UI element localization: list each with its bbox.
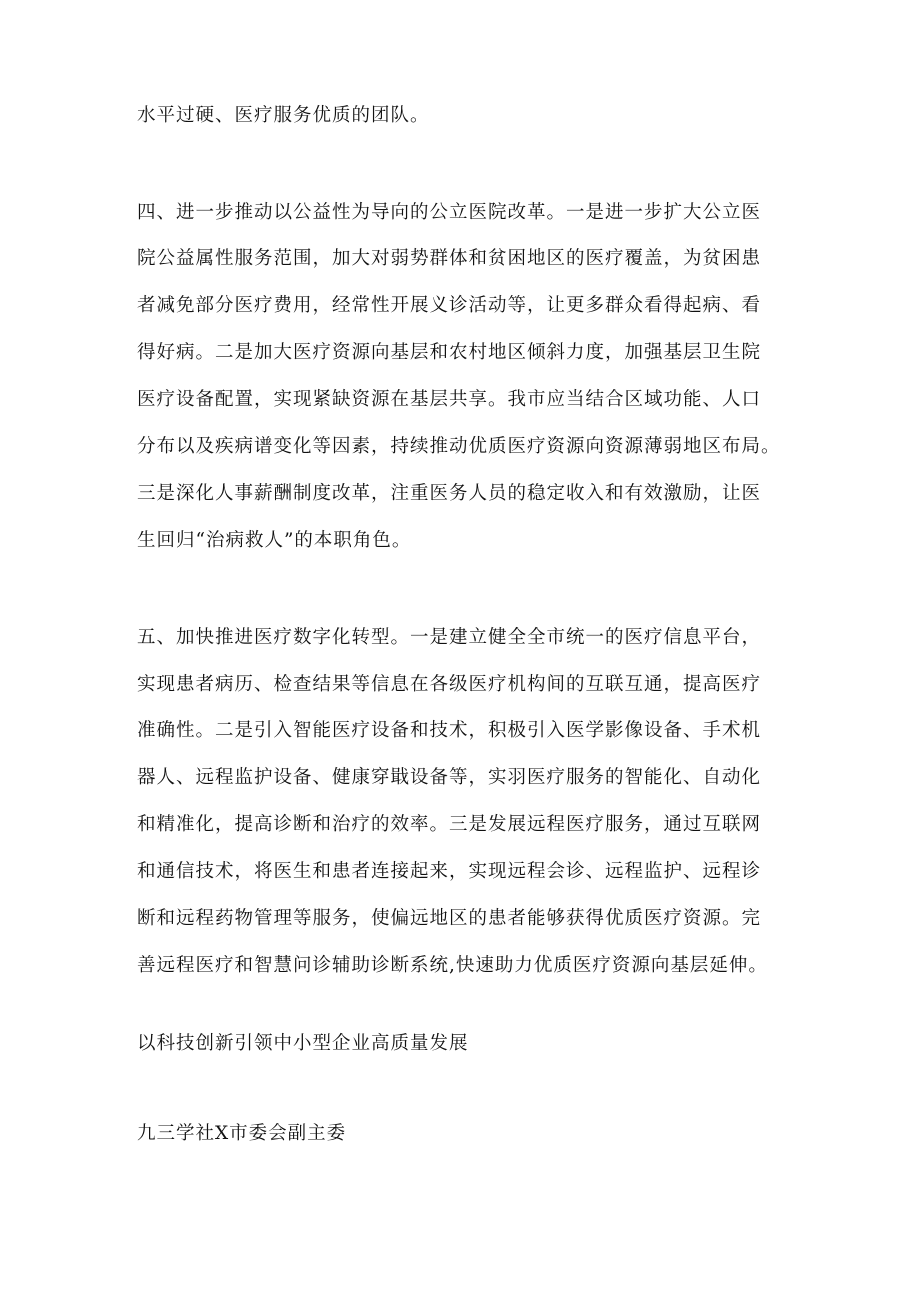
paragraph-line: 和精准化，提高诊断和治疗的效率。三是发展远程医疗服务，通过互联网 — [137, 814, 762, 835]
paragraph-line: 五、加快推进医疗数字化转型。一是建立健全全市统一的医疗信息平台， — [137, 627, 762, 648]
author-line: 九三学社X市委会副主委 — [137, 1123, 347, 1144]
paragraph-line: 生回归“治病救人”的本职角色。 — [137, 530, 412, 551]
paragraph-line: 器人、远程监护设备、健康穿戢设备等，实羽医疗服务的智能化、自动化 — [137, 767, 762, 788]
paragraph-line: 和通信技术，将医生和患者连接起来，实现远程会诊、远程监护、远程诊 — [137, 861, 762, 882]
paragraph-line: 分布以及疾病谱变化等因素，持续推动优质医疗资源向资源薄弱地区布局。 — [137, 436, 781, 457]
paragraph-line: 断和远程药物管理等服务，使偏远地区的患者能够获得优质医疗资源。完 — [137, 908, 762, 929]
paragraph-line: 得好病。二是加大医疗资源向基层和农村地区倾斜力度，加强基层卫生院 — [137, 342, 762, 363]
paragraph-line: 准确性。二是引入智能医疗设备和技术，积极引入医学影像设备、手术机 — [137, 720, 762, 741]
paragraph-line: 院公益属性服务范围，加大对弱势群体和贫困地区的医疗覆盖，为贫困患 — [137, 248, 762, 269]
paragraph-line: 实现患者病历、检查结果等信息在各级医疗机构间的互联互通，提高医疗 — [137, 674, 762, 695]
paragraph-line: 四、进一步推动以公益性为导向的公立医院改革。一是进一步扩大公立医 — [137, 202, 762, 223]
paragraph-line: 医疗设备配置，实现紧缺资源在基层共享。我市应当结合区域功能、人口 — [137, 389, 762, 410]
paragraph-line: 水平过硬、医疗服务优质的团队。 — [137, 105, 430, 126]
article-title: 以科技创新引领中小型企业高质量发展 — [137, 1033, 469, 1054]
paragraph-line: 善远程医疗和智慧问诊辅助诊断系统,快速助力优质医疗资源向基层延伸。 — [137, 955, 768, 976]
paragraph-line: 者减免部分医疗费用，经常性开展义诊活动等，让更多群众看得起病、看 — [137, 295, 762, 316]
paragraph-line: 三是深化人事薪酬制度改革，注重医务人员的稳定收入和有效激励，让医 — [137, 483, 762, 504]
